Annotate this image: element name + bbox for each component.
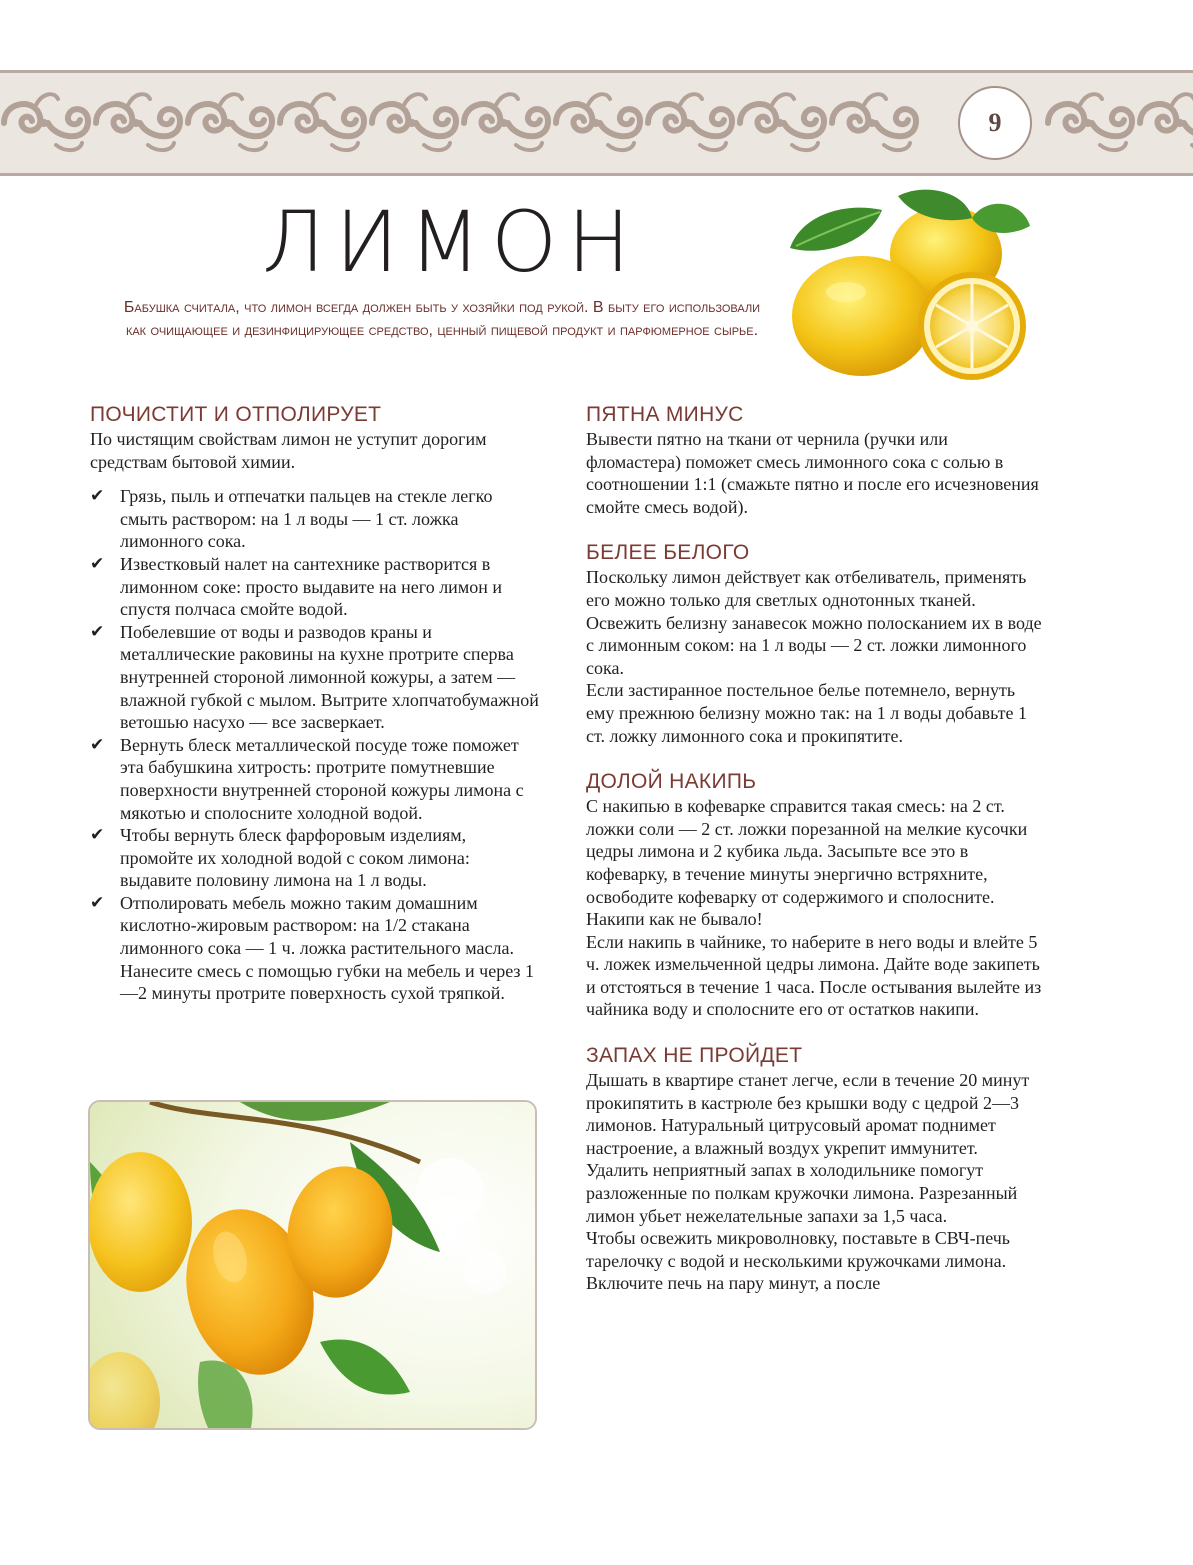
section-whitening xyxy=(586,540,1046,747)
paragraph: Чтобы освежить микроволновку, поставьте в СВЧ-печь тарелочку с водой и несколькими кружочками лимона. Включите печь на пару минут, а после xyxy=(586,1228,1011,1294)
checkmark-icon: ✔ xyxy=(90,734,105,755)
list-item: ✔ Отполировать мебель можно таким домашним кислотно-жировым раствором: на 1/2 стакана лимонного сока — 1 ч. ложка растительного масла. Нанесите смесь с помощью губки на мебель и через 1—2 минуты протрите поверхность сухой тряпкой. xyxy=(90,892,535,1004)
paragraph: Если застиранное постельное белье потемнело, вернуть ему прежнюю белизну можно так: на 1 л воды добавьте 1 ст. ложку лимонного сока и прокипятите. xyxy=(586,680,1027,746)
paragraph: Вывести пятно на ткани от чернила (ручки или фломастера) поможет смесь лимонного сока с солью в соотношении 1:1 (смажьте пятно и после его исчезновения смойте смесь водой). xyxy=(586,429,1039,517)
list-item: ✔ Известковый налет на сантехнике растворится в лимонном соке: просто выдавите на него лимон и спустя полчаса смойте водой. xyxy=(90,553,502,620)
paragraph: Освежить белизну занавесок можно полосканием их в воде с лимонным соком: на 1 л воды — 2 ст. ложки лимонного сока. xyxy=(586,612,1042,678)
section-heading-odor: ЗАПАХ НЕ ПРОЙДЕТ xyxy=(586,1044,803,1068)
checklist xyxy=(90,485,540,1005)
section-heading-descaling: ДОЛОЙ НАКИПЬ xyxy=(586,770,757,794)
lemon-branch-photo xyxy=(88,1100,537,1430)
paragraph: Удалить неприятный запах в холодильнике помогут разложенные по полкам кружочки лимона. Разрезанный лимон убьет нежелательные запахи за 1,5 часа. xyxy=(586,1160,1018,1226)
section-stains xyxy=(586,402,1046,518)
left-column xyxy=(90,402,540,1005)
checkmark-icon: ✔ xyxy=(90,553,105,574)
list-item: ✔ Вернуть блеск металлической посуде тоже поможет эта бабушкина хитрость: протрите помутневшие поверхности внутренней стороной кожуры лимона с мякотью и сполосните холодной водой. xyxy=(90,734,524,823)
paragraph: Дышать в квартире станет легче, если в течение 20 минут прокипятить в кастрюле без крышки воду с цедрой 2—3 лимонов. Натуральный цитрусовый аромат поднимет настроение, а влажный воздух укрепит иммунитет. xyxy=(586,1070,1030,1158)
right-column xyxy=(586,402,1046,1317)
list-item: ✔ Побелевшие от воды и разводов краны и металлические раковины на кухне протрите сперва внутренней стороной лимонной кожуры, а затем — влажной губкой с мылом. Вытрите хлопчатобумажной ветошью насухо — все засверкает. xyxy=(90,621,539,733)
section-odor xyxy=(586,1043,1046,1295)
lemon-branch-photo-icon xyxy=(90,1102,537,1430)
section-intro-polish: По чистящим свойствам лимон не уступит дорогим средствам бытовой химии. xyxy=(90,429,487,472)
page-title: ЛИМОН xyxy=(262,193,641,291)
page-number: 9 xyxy=(958,86,1032,160)
checkmark-icon: ✔ xyxy=(90,486,105,507)
paragraph: Поскольку лимон действует как отбеливатель, применять его можно только для светлых однотонных тканей. xyxy=(586,567,1027,610)
paragraph: Если накипь в чайнике, то наберите в него воды и влейте 5 ч. ложек измельченной цедры лимона. Дайте воде закипеть и отстояться в течение 1 часа. После остывания вылейте из чайника воду и сполосните его от остатков накипи. xyxy=(586,931,1042,1020)
lemons-with-leaves-icon xyxy=(786,188,1031,388)
lead-paragraph: Бабушка считала, что лимон всегда должен быть у хозяйки под рукой. В быту его использовали как очищающее и дезинфицирующее средство, ценный пищевой продукт и парфюмерное сырье. xyxy=(123,299,761,339)
checkmark-icon: ✔ xyxy=(90,825,105,846)
checkmark-icon: ✔ xyxy=(90,621,105,642)
list-item: ✔ Грязь, пыль и отпечатки пальцев на стекле легко смыть раствором: на 1 л воды — 1 ст. ложка лимонного сока. xyxy=(90,486,493,552)
paragraph: С накипью в кофеварке справится такая смесь: на 2 ст. ложки соли — 2 ст. ложки порезанной на мелкие кусочки цедры лимона и 2 кубика льда. Засыпьте все это в кофеварку, в течение минуты энергично встряхните, освободите кофеварку от содержимого и сполосните. Накипи как не бывало! xyxy=(586,796,1028,930)
checkmark-icon: ✔ xyxy=(90,892,105,913)
section-heading-stains: ПЯТНА МИНУС xyxy=(586,403,744,426)
section-heading-polish: ПОЧИСТИТ И ОТПОЛИРУЕТ xyxy=(90,403,382,426)
list-item: ✔ Чтобы вернуть блеск фарфоровым изделиям, промойте их холодной водой с соком лимона: выдавите половину лимона на 1 л воды. xyxy=(90,825,470,891)
section-descaling xyxy=(586,769,1046,1021)
section-heading-whitening: БЕЛЕЕ БЕЛОГО xyxy=(586,541,750,565)
